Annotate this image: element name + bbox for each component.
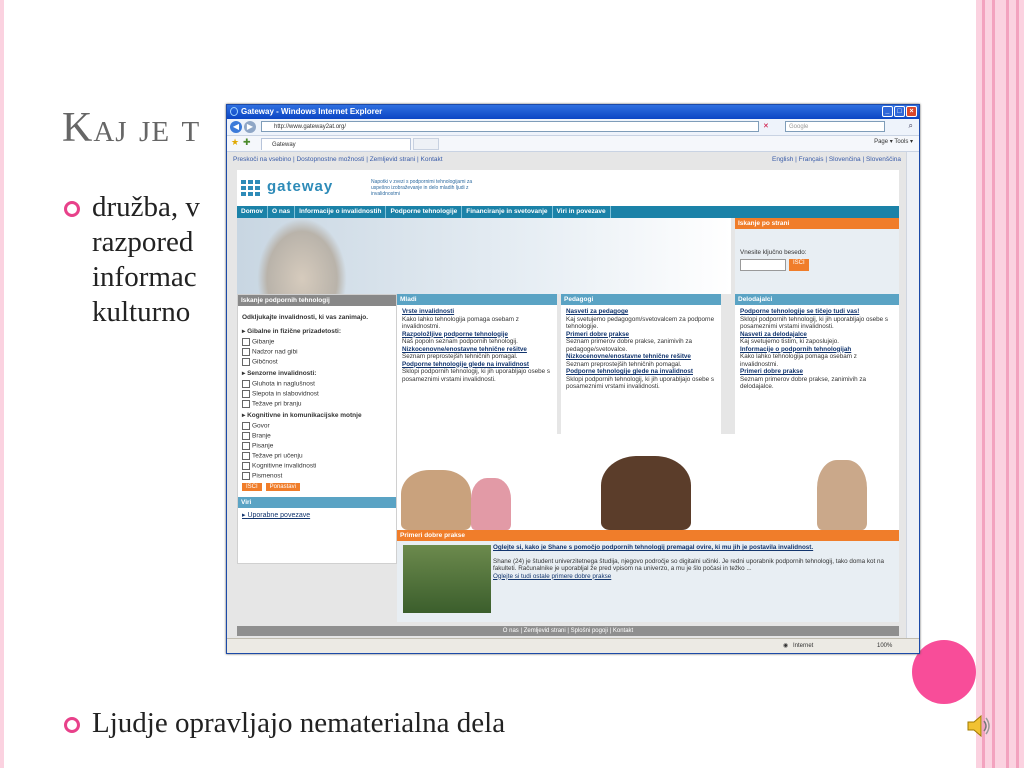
page-viewport — [227, 152, 907, 639]
column-link[interactable]: Informacije o podpornih tehnologijah — [740, 345, 852, 353]
checkbox-kognitivne[interactable]: Kognitivne invalidnosti — [242, 462, 392, 470]
good-practice-panel — [397, 530, 899, 622]
language-links[interactable]: English | Français | Slovenčina | Slovenščina — [772, 156, 901, 163]
zoom-level[interactable]: 100% — [877, 643, 893, 649]
column-link[interactable]: Nasveti za delodajalce — [740, 330, 807, 338]
decorative-stripes — [976, 0, 1024, 768]
site-logo[interactable]: gateway — [267, 178, 334, 195]
column-link-item — [566, 331, 716, 354]
globe-icon: ◉ — [783, 643, 789, 649]
status-bar — [227, 638, 919, 653]
column-link-desc: Seznam preprostejših tehničnih pomagal. — [566, 360, 682, 368]
bullet-text: družba, v — [92, 191, 200, 223]
ie-logo-icon — [230, 107, 238, 116]
viri-title: Viri — [238, 497, 396, 508]
hero-photo — [257, 218, 347, 294]
people-photo-strip — [397, 434, 899, 530]
nav-item-viri[interactable]: Viri in povezave — [553, 206, 611, 218]
sidebar-question: Odkljukajte invalidnosti, ki vas zanimajo. — [242, 314, 369, 321]
column-link[interactable]: Primeri dobre prakse — [740, 368, 803, 375]
sidebar-title: Iskanje podpornih tehnologij — [238, 295, 396, 306]
hero-banner — [237, 218, 731, 294]
stop-icon[interactable]: ✕ — [763, 123, 769, 130]
at-search-sidebar — [237, 294, 397, 564]
column-title: Mladi — [397, 294, 557, 305]
column-link-desc: Kako lahko tehnologija pomaga osebam z invalidnostmi. — [402, 315, 519, 330]
bullet-text: razpored — [92, 226, 194, 258]
skip-links[interactable]: Preskoči na vsebino | Dostopnostne možnosti | Zemljevid strani | Kontakt — [233, 156, 443, 163]
group-label-senzorne: ▸ Senzorne invalidnosti: — [242, 370, 317, 377]
practice-text: Shane (24) je študent univerzitetnega študija, njegovo področje so digitalni učinki. Je redni uporabnik podpornih tehnologij, tako doma kot na fakulteti. Računalnike je uporabljal že pred vpisom na univerzo, a mu je šlo počasi in težko ... — [493, 557, 885, 572]
column-link-desc: Kako lahko tehnologija pomaga osebam z invalidnostmi. — [740, 353, 857, 368]
minimize-button[interactable]: _ — [882, 106, 893, 117]
column-link[interactable]: Nasveti za pedagoge — [566, 308, 629, 315]
checkbox-pismenost[interactable]: Pismenost — [242, 472, 392, 480]
slide-title: Kaj je t — [62, 105, 201, 151]
photo-students — [401, 470, 471, 530]
favorites-star-icon[interactable]: ★ — [231, 137, 240, 147]
bullet-dot-icon — [64, 201, 80, 217]
browser-tab[interactable]: Gateway — [261, 138, 411, 150]
column-delodajalci — [735, 294, 899, 434]
site-footer[interactable]: O nas | Zemljevid strani | Splošni pogoji | Kontakt — [237, 626, 899, 636]
group-label-gibalne: ▸ Gibalne in fizične prizadetosti: — [242, 328, 341, 335]
search-panel-label: Vnesite ključno besedo: — [740, 249, 807, 256]
column-title: Delodajalci — [735, 294, 899, 305]
site-search-panel — [735, 218, 899, 294]
group-label-kognitivne: ▸ Kognitivne in komunikacijske motnje — [242, 412, 362, 419]
site-header — [237, 170, 899, 206]
column-link[interactable]: Podporne tehnologije glede na invalidnost — [566, 368, 693, 375]
column-link[interactable]: Razpoložljive podporne tehnologije — [402, 330, 508, 338]
checkbox-gibcnost[interactable]: Gibčnost — [242, 358, 392, 366]
checkbox-branje-tezave[interactable]: Težave pri branju — [242, 400, 392, 408]
column-link-item — [740, 308, 894, 331]
column-link-desc: Seznam primerov dobre prakse, zanimivih za delodajalce. — [740, 375, 866, 390]
column-link-item — [566, 368, 716, 391]
browser-tab-row — [227, 136, 919, 152]
column-link-desc: Kaj svetujemo pedagogom/svetovalcem za podporne tehnologije. — [566, 315, 715, 330]
search-icon[interactable]: ⌕ — [908, 121, 913, 130]
browser-titlebar — [227, 105, 919, 119]
column-link-item — [402, 331, 552, 346]
slide-left-rule — [0, 0, 4, 768]
address-bar-row — [227, 119, 919, 136]
column-link-item — [566, 308, 716, 331]
new-tab-button[interactable] — [413, 138, 439, 150]
column-link-item — [740, 368, 894, 391]
photo-teachers — [601, 456, 691, 530]
window-title: Gateway - Windows Internet Explorer — [241, 107, 383, 116]
column-link-item — [740, 331, 894, 346]
column-link-desc: Sklopi podpornih tehnologij, ki jih uporabljajo osebe s posameznimi vrstami invalidnosti. — [402, 368, 551, 383]
nav-item-domov[interactable]: Domov — [237, 206, 268, 218]
practice-title: Primeri dobre prakse — [397, 530, 899, 541]
column-link[interactable]: Nizkocenovne/enostavne tehnične rešitve — [566, 353, 691, 360]
column-link[interactable]: Podporne tehnologije se tičejo tudi vas! — [740, 308, 860, 315]
site-search-button[interactable]: ISČI — [789, 259, 809, 271]
column-link-item — [740, 346, 894, 369]
column-link-desc: Seznam primerov dobre prakse, zanimivih za pedagoge/svetovalce. — [566, 338, 692, 353]
column-title: Pedagogi — [561, 294, 721, 305]
checkbox-pisanje[interactable]: Pisanje — [242, 442, 392, 450]
checkbox-govor[interactable]: Govor — [242, 422, 392, 430]
site-search-input[interactable] — [740, 259, 786, 271]
checkbox-ucenje[interactable]: Težave pri učenju — [242, 452, 392, 460]
gateway-logo-icon — [241, 180, 263, 196]
checkbox-nadzor[interactable]: Nadzor nad gibi — [242, 348, 392, 356]
column-link-desc: Sklopi podpornih tehnologij, ki jih uporabljajo osebe s posameznimi vrstami invalidnosti. — [740, 315, 889, 330]
column-link-desc: Naš popoln seznam podpornih tehnologij. — [402, 338, 518, 345]
nav-item-tehnologije[interactable]: Podporne tehnologije — [386, 206, 462, 218]
back-icon[interactable]: ◀ — [230, 121, 242, 133]
column-link[interactable]: Nizkocenovne/enostavne tehnične rešitve — [402, 345, 527, 353]
bullet-text: kulturno — [92, 296, 191, 328]
column-link[interactable]: Primeri dobre prakse — [566, 330, 629, 338]
browser-window — [226, 104, 920, 654]
column-link-desc: Sklopi podpornih tehnologij, ki jih uporabljajo osebe s posameznimi vrstami invalidnosti. — [566, 375, 715, 390]
viri-link[interactable]: ▸ Uporabne povezave — [242, 512, 311, 519]
checkbox-branje[interactable]: Branje — [242, 432, 392, 440]
sidebar-reset-button[interactable]: Ponastavi — [266, 483, 300, 491]
column-link-item — [402, 308, 552, 331]
main-nav — [237, 206, 899, 218]
column-link-item — [402, 361, 552, 384]
shane-photo — [403, 545, 491, 613]
practice-headline-link[interactable]: Oglejte si, kako je Shane s pomočjo podpornih tehnologij premagal ovire, ki mu jih je postavila invalidnost. — [493, 544, 814, 551]
photo-employer — [817, 460, 867, 530]
column-mladi — [397, 294, 557, 434]
vertical-scrollbar[interactable] — [906, 152, 919, 639]
practice-more-link[interactable]: Oglejte si tudi ostale primere dobre prakse — [493, 572, 612, 580]
column-link-item — [566, 353, 716, 368]
bullet-text: informac — [92, 261, 197, 293]
decorative-circle — [912, 640, 976, 704]
status-zone: Internet — [793, 643, 814, 649]
site-tagline: Napotki v zvezi s podpornimi tehnologijami za uspešno izobraževanje in delo mladih ljudi z invalidnostmi — [371, 179, 473, 197]
column-pedagogi — [561, 294, 721, 434]
toolbar-page-tools[interactable]: Page ▾ Tools ▾ — [874, 139, 913, 145]
close-button[interactable]: × — [906, 106, 917, 117]
column-link[interactable]: Vrste invalidnosti — [402, 308, 455, 315]
checkbox-gluhota[interactable]: Gluhota in naglušnost — [242, 380, 392, 388]
url-field[interactable]: http://www.gateway2at.org/ — [261, 121, 759, 132]
column-link-item — [402, 346, 552, 361]
bullet-text: Ljudje opravljajo nematerialna dela — [92, 707, 506, 739]
bullet-dot-icon — [64, 717, 80, 733]
column-link-desc: Kaj svetujemo tistim, ki zaposlujejo. — [740, 338, 840, 345]
nav-item-financiranje[interactable]: Financiranje in svetovanje — [462, 206, 552, 218]
column-link[interactable]: Podporne tehnologije glede na invalidnost — [402, 360, 529, 368]
checkbox-slepota[interactable]: Slepota in slabovidnost — [242, 390, 392, 398]
maximize-button[interactable]: □ — [894, 106, 905, 117]
forward-icon[interactable]: ▶ — [244, 121, 256, 133]
speaker-icon[interactable] — [966, 712, 992, 740]
photo-student-girl — [471, 478, 511, 530]
checkbox-gibanje[interactable]: Gibanje — [242, 338, 392, 346]
nav-item-informacije[interactable]: Informacije o invalidnostih — [295, 206, 386, 218]
nav-item-o-nas[interactable]: O nas — [268, 206, 295, 218]
search-panel-title: Iskanje po strani — [735, 218, 899, 229]
search-input[interactable]: Google — [785, 121, 885, 132]
add-favorite-icon[interactable]: ✚ — [243, 137, 251, 147]
column-link-desc: Seznam preprostejših tehničnih pomagal. — [402, 353, 518, 360]
sidebar-search-button[interactable]: IŠČI — [242, 483, 262, 491]
